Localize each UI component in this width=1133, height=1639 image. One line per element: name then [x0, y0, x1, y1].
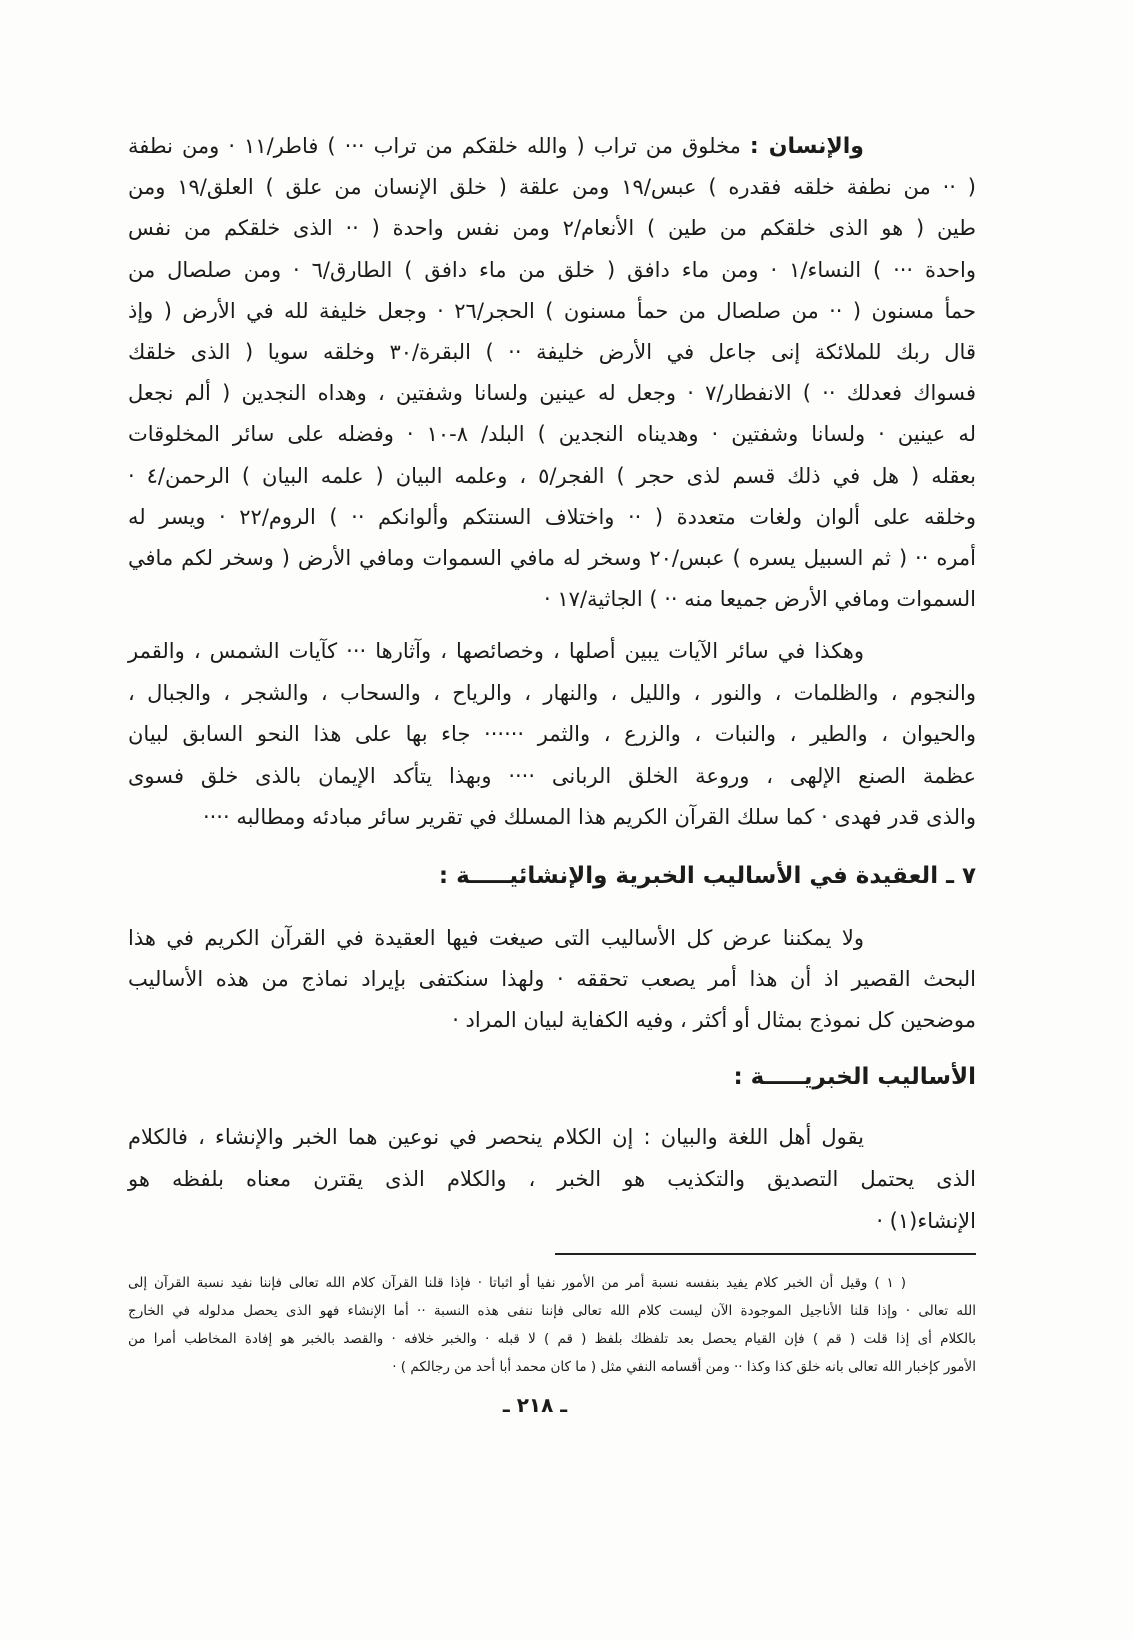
text-line: السموات ومافي الأرض جميعا منه ·· ) الجاثية/١٧ ·	[544, 587, 976, 612]
text-line: الذى يحتمل التصديق والتكذيب هو الخبر ، والكلام الذى يقترن معناه بلفظه هو	[128, 1167, 976, 1191]
text-line: والذى قدر فهدى · كما سلك القرآن الكريم هذا المسلك في تقرير سائر مبادئه ومطالبه ····	[202, 805, 976, 829]
footnote-separator	[555, 1253, 976, 1255]
text-line: بعقله ( هل في ذلك قسم لذى حجر ) الفجر/٥ ، وعلمه البيان ( علمه البيان ) الرحمن/٤ ·	[128, 463, 976, 488]
text-line: قال ربك للملائكة إنى جاعل في الأرض خليفة ·· ) البقرة/٣٠ وخلقه سويا ( الذى خلقك	[128, 340, 976, 365]
paragraph-3	[128, 918, 976, 1041]
text-line: الإنشاء(١) ·	[876, 1209, 976, 1233]
text-line: البحث القصير اذ أن هذا أمر يصعب تحققه · ولهذا سنكتفى بإيراد نماذج من هذه الأساليب	[128, 967, 976, 991]
text-line: أمره ·· ( ثم السبيل يسره ) عبس/٢٠ وسخر له مافي السموات ومافي الأرض ( وسخر لكم مافي	[128, 546, 976, 571]
footnote-line: بالكلام أى إذا قلت ( قم ) فإن القيام يحصل بعد تلفظك بلفظ ( قم ) لا قبله · والخبر خلافه · والقصد بالخبر هو إفادة المخاطب أمرا من	[128, 1331, 976, 1347]
text-line: ( ·· من نطفة خلقه فقدره ) عبس/١٩ ومن علقة ( خلق الإنسان من علق ) العلق/١٩ ومن	[128, 175, 976, 200]
text-line: واحدة ··· ) النساء/١ · ومن ماء دافق ( خلق من ماء دافق ) الطارق/٦ · ومن صلصال من	[128, 257, 976, 282]
paragraph-1	[128, 126, 976, 620]
lead-term: والإنسان :	[749, 134, 864, 159]
text-line: ولا يمكننا عرض كل الأساليب التى صيغت فيها العقيدة في القرآن الكريم في هذا	[128, 926, 864, 950]
text-line: والنجوم ، والظلمات ، والنور ، والليل ، والنهار ، والرياح ، والسحاب ، والشجر ، والجبال ،	[128, 680, 976, 705]
text-line: وهكذا في سائر الآيات يبين أصلها ، وخصائصها ، وآثارها ··· كآيات الشمس ، والقمر	[128, 639, 864, 663]
page-number: ـ ٢١٨ ـ	[502, 1393, 568, 1417]
paragraph-4	[128, 1116, 976, 1242]
text-line: وخلقه على ألوان ولغات متعددة ( ·· واختلاف السنتكم وألوانكم ·· ) الروم/٢٢ · ويسر له	[128, 504, 976, 529]
text-line: فسواك فعدلك ·· ) الانفطار/٧ · وجعل له عينين ولسانا وشفتين ، وهداه النجدين ( ألم نجعل	[128, 381, 976, 406]
text-line	[128, 126, 976, 167]
text-line: عظمة الصنع الإلهى ، وروعة الخلق الربانى ···· وبهذا يتأكد الإيمان بالذى خلق فسوى	[128, 763, 976, 788]
text-line-content: مخلوق من تراب ( والله خلقكم من تراب ··· ) فاطر/١١ · ومن نطفة	[128, 134, 741, 158]
text-line: له عينين · ولسانا وشفتين · وهديناه النجدين ) البلد/ ٨-١٠ · وفضله على سائر المخلوقات	[128, 422, 976, 447]
text-line: والحيوان ، والطير ، والنبات ، والزرع ، والثمر ······ جاء بها على هذا النحو السابق لبيان	[128, 722, 976, 746]
text-line: يقول أهل اللغة والبيان : إن الكلام ينحصر في نوعين هما الخبر والإنشاء ، فالكلام	[128, 1125, 864, 1149]
text-line: موضحين كل نموذج بمثال أو أكثر ، وفيه الكفاية لبيان المراد ·	[452, 1008, 976, 1032]
subheading: الأساليب الخبريـــــة :	[733, 1064, 976, 1090]
footnote-line: الله تعالى · وإذا قلنا الأناجيل الموجودة الآن ليست كلام الله تعالى فإننا ننفى هذه النسبة ·· أما الإنشاء فهو الذى يحصل مدلوله في الخارج	[128, 1303, 976, 1319]
footnote	[128, 1269, 976, 1381]
footnote-line: الأمور كإخبار الله تعالى بانه خلق كذا وكذا ·· ومن أقسامه النفي مثل ( ما كان محمد أبا أحد من رجالكم ) ·	[392, 1359, 976, 1375]
text-line: حمأ مسنون ( ·· من صلصال من حمأ مسنون ) الحجر/٢٦ · وجعل خليفة لله في الأرض ( وإذ	[128, 298, 976, 323]
section-heading: ٧ ـ العقيدة في الأساليب الخبرية والإنشائيـــــة :	[438, 863, 976, 889]
paragraph-2	[128, 631, 976, 839]
text-line: طين ( هو الذى خلقكم من طين ) الأنعام/٢ ومن نفس واحدة ( ·· الذى خلقكم من نفس	[128, 216, 976, 241]
footnote-line: ( ١ ) وقيل أن الخبر كلام يفيد بنفسه نسبة أمر من الأمور نفيا أو اثباتا · فإذا قلنا القرآن كلام الله تعالى فإننا نفيد نسبة القرآن إلى	[128, 1275, 906, 1291]
